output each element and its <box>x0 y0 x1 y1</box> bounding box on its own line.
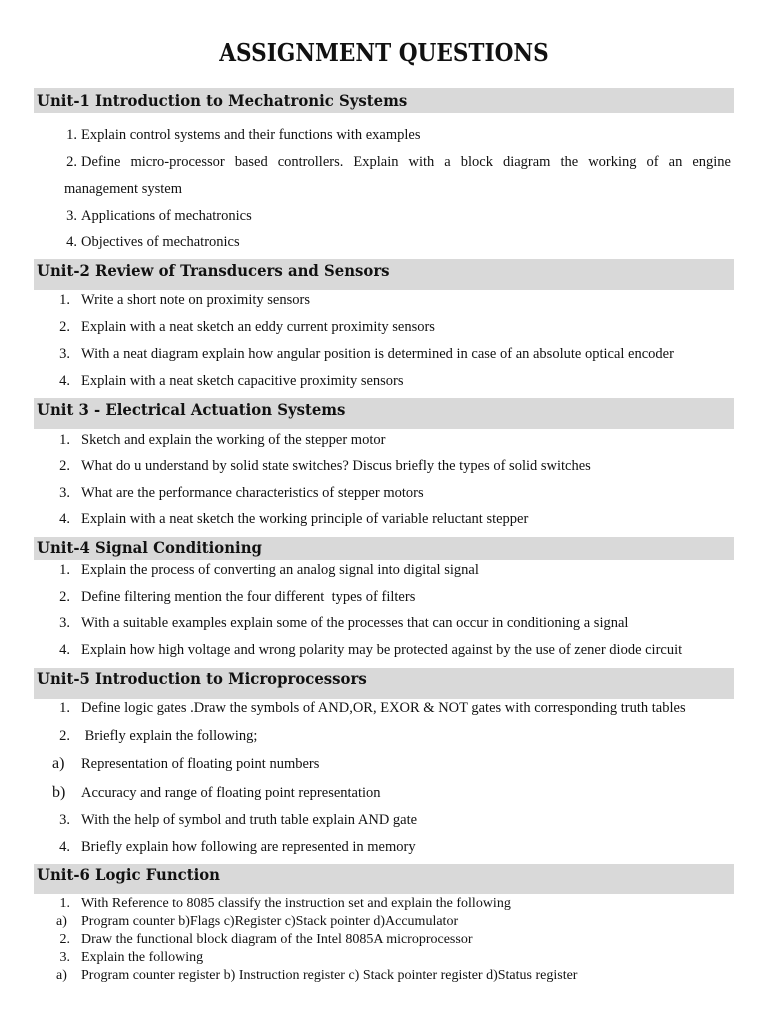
unit-heading: Unit-6 Logic Function <box>34 864 734 894</box>
page-title: ASSIGNMENT QUESTIONS <box>219 38 549 67</box>
unit-heading: Unit-1 Introduction to Mechatronic Systems <box>34 88 734 113</box>
unit-heading: Unit-5 Introduction to Microprocessors <box>34 668 734 699</box>
assignment-page: ASSIGNMENT QUESTIONS Unit-1 Introduction to Mechatronic Systems 1. Explain control systems and their functions with examples 2. Define micro-processor based controllers. Explain with a block diagram the working of an engine management system 3. Applications of mechatronics 4. Objectives of mechatronics Unit-2 Review of Transducers and Sensors 1. Write a short note on proximity sensors 2. Explain with a neat sketch an eddy current proximity sensors 3. With a neat diagram explain how angular position is determined in case of an absolute optical encoder 4. Explain with a neat sketch capacitive proximity sensors Unit 3 - Electrical Actuation Systems 1. Sketch and explain the working of the stepper motor 2. What do u understand by solid state switches? Discus briefly the types of solid switches 3. What are the performance characteristics of stepper motors 4. Explain with a neat sketch the working principle of variable reluctant stepper Unit-4 Signal Conditioning 1. Explain the process of converting an analog signal into digital signal 2. Define filtering mention the four different types of filters 3. With a suitable examples explain some of the processes that can occur in conditioning a signal 4. Explain how high voltage and wrong polarity may be protected against by the use of zener diode circuit Unit-5 Introduction to Microprocessors 1. Define logic gates .Draw the symbols of AND,OR, EXOR & NOT gates with corresponding truth tables 2. Briefly explain the following; a) Representation of floating point numbers b) Accuracy and range of floating point representation 3. With the help of symbol and truth table explain AND gate 4. Briefly explain how following are represented in memory Unit-6 Logic Function 1. With Reference to 8085 classify the instruction set and explain the following a) Program counter b)Flags c)Register c)Stack pointer d)Accumulator 2. Draw the functional block diagram of the Intel 8085A microprocessor 3. Explain the following a) Program counter register b) Instruction register c) Stack pointer register d)Status register <box>0 0 768 1024</box>
list-item-continuation: management system <box>64 181 182 197</box>
unit-heading: Unit-2 Review of Transducers and Sensors <box>34 259 734 290</box>
unit-heading: Unit-4 Signal Conditioning <box>34 537 734 560</box>
unit-heading: Unit 3 - Electrical Actuation Systems <box>34 398 734 429</box>
